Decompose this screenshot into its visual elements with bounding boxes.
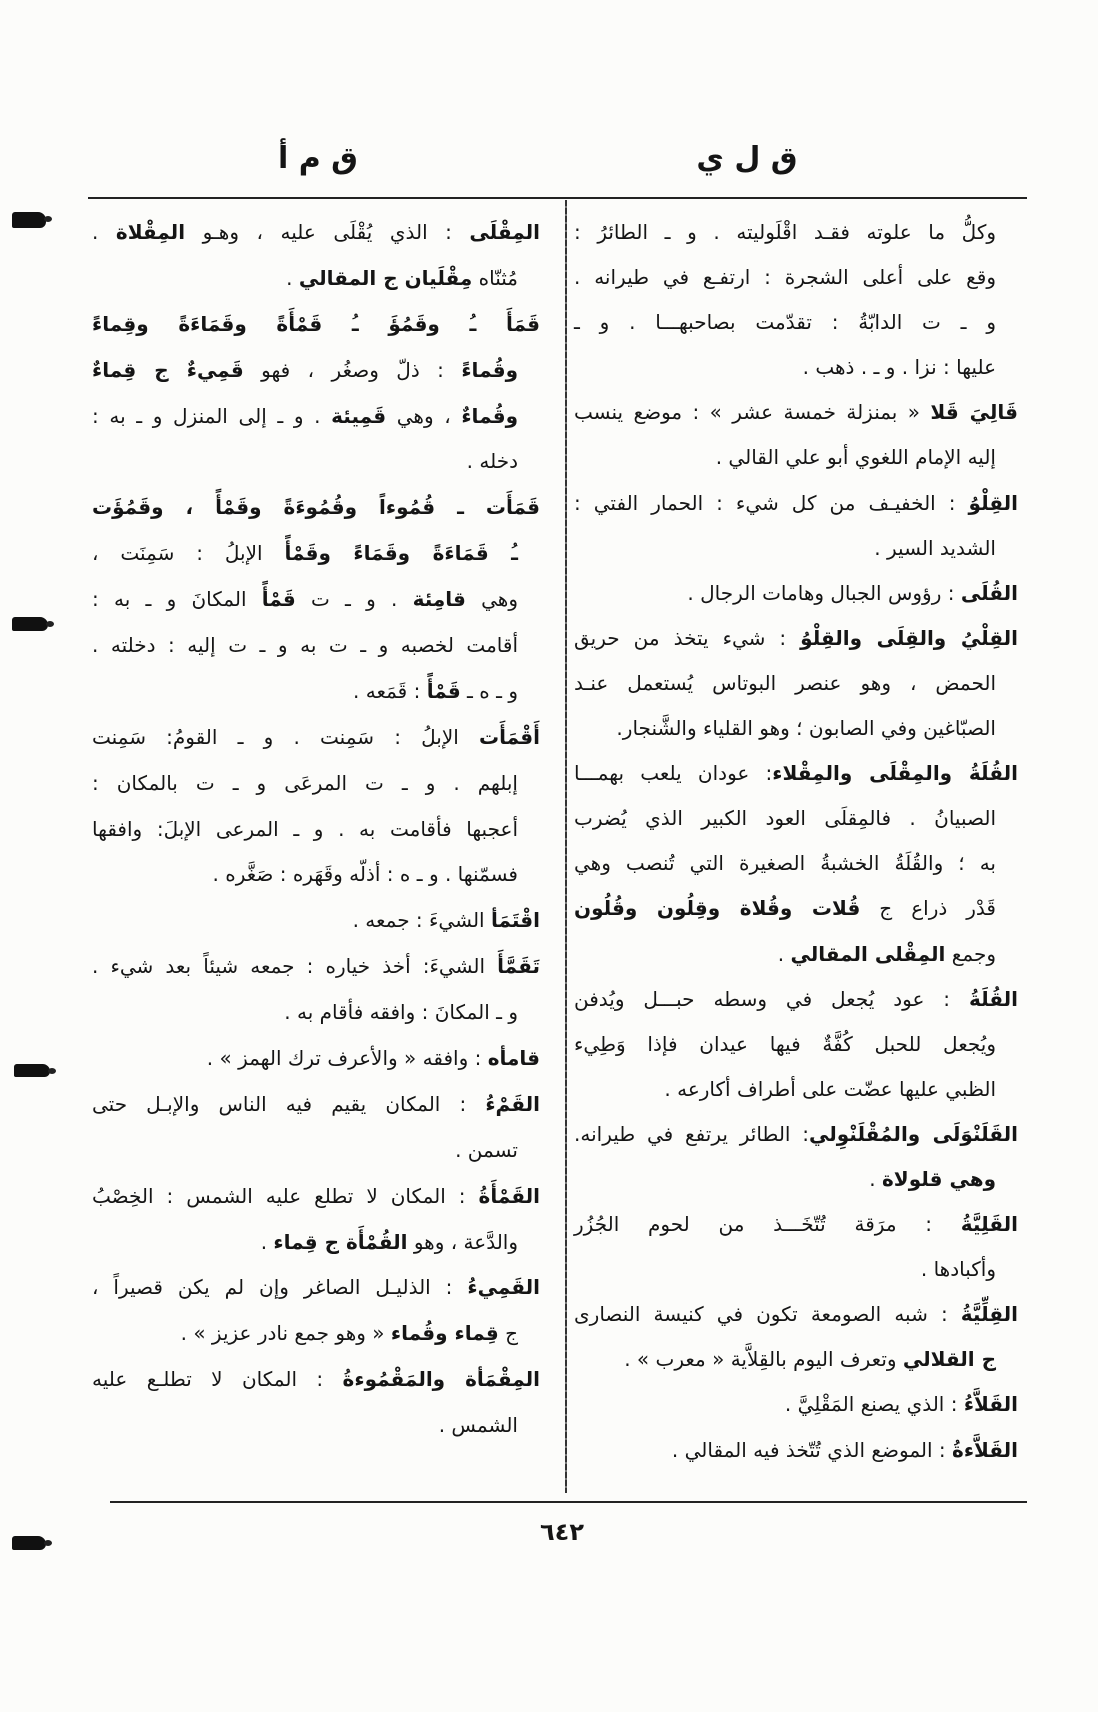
definition-text: به ؛ والقُلَةُ الخشبةُ الصغيرة التي تُنصب وهي	[574, 851, 996, 876]
headword: مِقْلَيان ج المقالي	[298, 265, 473, 290]
headword: المِقْمَأة والمَقْمُوءةُ	[342, 1367, 540, 1392]
entry-line	[92, 302, 540, 348]
headword: المِقْلاة	[115, 220, 186, 244]
headword: قَمِيءٌ ج قِماءٌ	[92, 357, 244, 382]
entry-line	[574, 1337, 1018, 1382]
entry-line	[574, 571, 1018, 616]
definition-text: : عودان يلعب بهمـــا	[574, 761, 773, 786]
entry-line	[574, 390, 1018, 435]
scan-mark	[12, 1536, 46, 1550]
definition-text: « وهو جمع نادر عزيز » .	[180, 1321, 391, 1346]
definition-text: « بمنزلة خمسة عشر » : موضع ينسب	[574, 400, 931, 425]
definition-text: . و ـ ت	[295, 587, 413, 612]
headword: اقْتَمَأ	[490, 908, 540, 933]
headword: أَقْمَأَت	[479, 724, 540, 749]
entry-line	[92, 256, 540, 302]
entry-line	[92, 944, 540, 990]
dictionary-entry	[92, 1265, 540, 1357]
left-column	[92, 210, 540, 1449]
entry-line	[574, 1112, 1018, 1157]
definition-text: إليه الإمام اللغوي أبو علي القالي .	[715, 445, 996, 470]
definition-text: .	[777, 941, 791, 966]
definition-text: المكانَ و ـ به :	[92, 587, 262, 612]
definition-text: دخله .	[466, 449, 518, 474]
dictionary-entry	[92, 715, 540, 899]
definition-text: وهي	[465, 587, 518, 612]
definition-text: وجمع	[945, 941, 996, 966]
dictionary-entry	[92, 898, 540, 944]
definition-text: الصبيانُ . فالمِقلَى العود الكبير الذي يُضرب	[574, 806, 996, 831]
definition-text: : المكان لا تطلـع عليه	[92, 1367, 343, 1392]
dictionary-entry	[92, 944, 540, 1036]
headword: قَمَأَ ـُ وقَمُؤَ ـُ قَمْأَةً وقَمَاءَةً وقِماءً	[92, 311, 540, 336]
entry-line	[92, 807, 540, 853]
entry-line	[574, 1428, 1018, 1473]
headword: قَمْأً	[261, 587, 296, 612]
running-header-left: ق م أ	[278, 141, 358, 176]
definition-text: الإبلُ : سَمِنَت ،	[92, 541, 285, 566]
entry-line	[92, 623, 540, 669]
entry-line	[574, 1382, 1018, 1427]
definition-text: : قَمَعه .	[353, 678, 427, 703]
definition-text: الإبلُ : سَمِنت . و ـ القومُ: سَمِنت	[92, 724, 480, 749]
definition-text: : عود يُجعل في وسطه حبـــل ويُدفن	[574, 986, 969, 1011]
headword: القُلَةُ والمِقْلَى والمِقْلاء	[772, 761, 1018, 786]
entry-line	[92, 210, 540, 256]
entry-line	[92, 485, 540, 531]
definition-text: : شبه الصومعة تكون في كنيسة النصارى	[574, 1302, 961, 1327]
definition-text: : الموضع الذي تُتّخذ فيه المقالي .	[671, 1437, 953, 1462]
headword: وهي قلولاة	[882, 1166, 996, 1191]
headword: القَلاَّءُ	[963, 1392, 1018, 1417]
definition-text: : الطائر يرتفع في طيرانه.	[574, 1121, 810, 1146]
definition-text: و ـ المكانَ : وافقه فأقام به .	[284, 1000, 518, 1025]
entry-line	[92, 761, 540, 807]
dictionary-entry	[92, 1082, 540, 1174]
definition-text: .	[92, 220, 116, 244]
entry-line	[574, 210, 1018, 255]
definition-text: أقامت لخصبه و ـ ت به و ـ ت إليه : دخلته .	[92, 633, 518, 658]
entry-line	[574, 255, 1018, 300]
headword: وقُماءً	[461, 357, 518, 382]
definition-text: الشديد السير .	[874, 535, 996, 560]
headword: القَلَنْوَلَى والمُقْلَنْوِلي	[809, 1121, 1018, 1146]
dictionary-entry	[92, 302, 540, 486]
definition-text: : مرَقة تُتّخَـــذ من لحوم الجُزُر	[574, 1212, 961, 1237]
header-rule	[88, 197, 1027, 199]
running-header-right: ق ل ي	[696, 141, 798, 176]
headword: القَمْءُ	[485, 1091, 540, 1116]
definition-text: و ـ ه ـ	[460, 678, 518, 703]
headword: ج القلالي	[902, 1347, 996, 1372]
entry-line	[574, 481, 1018, 526]
definition-text: .	[260, 1229, 274, 1254]
definition-text: .	[286, 265, 299, 290]
definition-text: والدَّعة ، وهو	[407, 1229, 518, 1254]
definition-text: الحمض ، وهو عنصر البوتاس يُستعمل عنـد	[574, 670, 996, 695]
definition-text: : وافقه « والأعرف ترك الهمز » .	[206, 1046, 488, 1071]
headword: القُلَةُ	[968, 986, 1018, 1011]
definition-text: قَدْر ذراع ج	[860, 896, 996, 921]
headword: القِلِّيَّةُ	[960, 1302, 1018, 1327]
entry-line	[574, 932, 1018, 977]
right-column	[574, 210, 1018, 1473]
definition-text: و ـ ت الدابّةُ : تقدّمت بصاحبهـــا . و ـ	[574, 310, 996, 335]
definition-text: مُثنّاه	[472, 265, 518, 290]
dictionary-entry	[92, 485, 540, 714]
entry-line	[574, 661, 1018, 706]
entry-line	[92, 1036, 540, 1082]
entry-line	[574, 751, 1018, 796]
entry-line	[574, 435, 1018, 480]
entry-line	[92, 715, 540, 761]
definition-text: .	[869, 1166, 882, 1191]
definition-text: وأكبادها .	[920, 1257, 996, 1282]
definition-text: : الذي يُقْلَى عليه ، وهـو	[185, 220, 470, 244]
entry-line	[92, 1265, 540, 1311]
definition-text: أعجبها فأقامت به . و ـ المرعى الإبلَ: وافقها	[92, 816, 518, 841]
definition-text: وقع على أعلى الشجرة : ارتفـع في طيرانه .	[574, 265, 996, 290]
definition-text: : شيء يتخذ من حريق	[574, 625, 801, 650]
entry-line	[92, 669, 540, 715]
headword: وقُماءٌ	[461, 403, 518, 428]
entry-line	[92, 990, 540, 1036]
headword: قَمِيئة	[331, 403, 387, 428]
headword: القُلَى	[960, 580, 1018, 605]
headword: قِماء وقُماء	[390, 1321, 499, 1346]
dictionary-entry	[574, 1292, 1018, 1382]
entry-line	[574, 1022, 1018, 1067]
definition-text: : ذلّ وصغُر ، فهو	[243, 357, 462, 382]
dictionary-entry	[92, 1036, 540, 1082]
entry-line	[574, 526, 1018, 571]
headword: قُلات وقُلاة وقِلُون وقُلُون	[574, 896, 861, 921]
entry-line	[574, 841, 1018, 886]
column-divider	[565, 200, 567, 1493]
definition-text: عليها : نزا . و ـ . ذهب .	[802, 355, 996, 380]
scan-mark	[12, 212, 46, 228]
dictionary-entry	[92, 1174, 540, 1266]
definition-text: : المكان يقيم فيه الناس والإبـل حتى	[92, 1091, 486, 1116]
dictionary-entry	[574, 1202, 1018, 1292]
definition-text: : الذليـل الصاغر وإن لم يكن قصيراً ،	[92, 1275, 468, 1300]
page-number: ٦٤٢	[540, 1518, 584, 1546]
definition-text: : الخفيـف من كل شيء : الحمار الفتي :	[574, 490, 969, 515]
definition-text: ، وهي	[386, 403, 462, 428]
definition-text: الظبي عليها عضّت على أطراف أكارعه .	[664, 1076, 996, 1101]
definition-text: الشيءَ : جمعه .	[352, 908, 491, 933]
scan-mark	[12, 617, 48, 631]
dictionary-entry	[92, 1357, 540, 1449]
dictionary-entry	[574, 390, 1018, 480]
entry-line	[574, 1067, 1018, 1112]
headword: القِلْيُ والقِلَى والقِلْوُ	[800, 625, 1019, 650]
entry-line	[574, 300, 1018, 345]
entry-line	[574, 886, 1018, 931]
headword: القَمِيءُ	[467, 1275, 540, 1300]
definition-text: وكلُّ ما علوته فقـد اقْلَوليته . و ـ الطائرُ :	[574, 220, 996, 244]
entry-line	[92, 348, 540, 394]
entry-line	[574, 1202, 1018, 1247]
entry-line	[92, 1128, 540, 1174]
entry-line	[92, 898, 540, 944]
headword: قَمْأً	[426, 678, 461, 703]
dictionary-entry	[574, 1112, 1018, 1202]
definition-text: . و ـ إلى المنزل و ـ به :	[92, 403, 332, 428]
entry-line	[574, 1157, 1018, 1202]
entry-line	[574, 616, 1018, 661]
dictionary-entry	[574, 616, 1018, 751]
definition-text: الصبّاغين وفي الصابون ؛ وهو القلياء والشَّنجار.	[616, 716, 996, 741]
entry-line	[92, 1174, 540, 1220]
entry-line	[574, 977, 1018, 1022]
entry-line	[92, 394, 540, 440]
headword: القَلِيَّةُ	[960, 1212, 1018, 1237]
entry-line	[574, 1247, 1018, 1292]
entry-line	[92, 439, 540, 485]
entry-line	[574, 706, 1018, 751]
dictionary-entry	[574, 751, 1018, 976]
definition-text: : رؤوس الجبال وهامات الرجال .	[687, 580, 961, 605]
definition-text: تسمن .	[455, 1137, 518, 1162]
headword: القِلْوُ	[968, 490, 1018, 515]
entry-line	[92, 852, 540, 898]
footer-rule	[110, 1501, 1027, 1503]
entry-line	[92, 1357, 540, 1403]
entry-line	[574, 1292, 1018, 1337]
headword: القَلاَّءةُ	[952, 1437, 1018, 1462]
definition-text: الشيءَ: أخذ خياره : جمعه شيئاً بعد شيء .	[92, 954, 498, 979]
dictionary-entry	[92, 210, 540, 302]
dictionary-entry	[574, 481, 1018, 571]
headword: ـُ قَمَاءَةً وقَمَاءً وقَمْأً	[284, 541, 519, 566]
entry-line	[92, 1403, 540, 1449]
definition-text: الشمس .	[438, 1413, 518, 1438]
entry-line	[92, 1082, 540, 1128]
dictionary-entry	[574, 1428, 1018, 1473]
entry-line	[92, 531, 540, 577]
entry-line	[92, 1311, 540, 1357]
headword: المِقْلَى	[469, 220, 540, 244]
dictionary-entry	[574, 1382, 1018, 1427]
definition-text: وتعرف اليوم بالقِلاَّية « معرب » .	[624, 1347, 903, 1372]
definition-text: ج	[498, 1321, 518, 1346]
definition-text: : المكان لا تطلع عليه الشمس : الخِصْبُ	[92, 1183, 479, 1208]
headword: القَمْأَةُ	[478, 1183, 540, 1208]
headword: قَالِيَ قَلا	[930, 400, 1019, 425]
entry-line	[92, 577, 540, 623]
definition-text: فسمّنها . و ـ ه : أذلّه وقَهَره : صَغَّره .	[212, 862, 518, 887]
entry-line	[92, 1220, 540, 1266]
dictionary-entry	[574, 571, 1018, 616]
headword: القُمْأَة ج قِماء	[273, 1229, 408, 1254]
entry-line	[574, 796, 1018, 841]
headword: تَقَمَّأَ	[497, 954, 540, 979]
definition-text: إبلهم . و ـ ت المرعَى و ـ ت بالمكان :	[92, 770, 518, 795]
dictionary-entry	[574, 977, 1018, 1112]
headword: المِقْلى المقالي	[790, 941, 946, 966]
dictionary-entry	[574, 210, 1018, 390]
headword: قامِئة	[412, 587, 466, 612]
entry-line	[574, 345, 1018, 390]
headword: قامأه	[487, 1046, 540, 1071]
definition-text: : الذي يصنع المَقْلِيَّ .	[784, 1392, 964, 1417]
headword: قَمَأَت ـ قُمُوءاً وقُمُوءَةً وقَمْأً ، وقَمُؤَت	[92, 495, 540, 520]
scan-mark	[14, 1064, 50, 1077]
definition-text: ويُجعل للحبل كُفَّةٌ فيها عيدان فإذا وَطِيء	[574, 1031, 996, 1056]
